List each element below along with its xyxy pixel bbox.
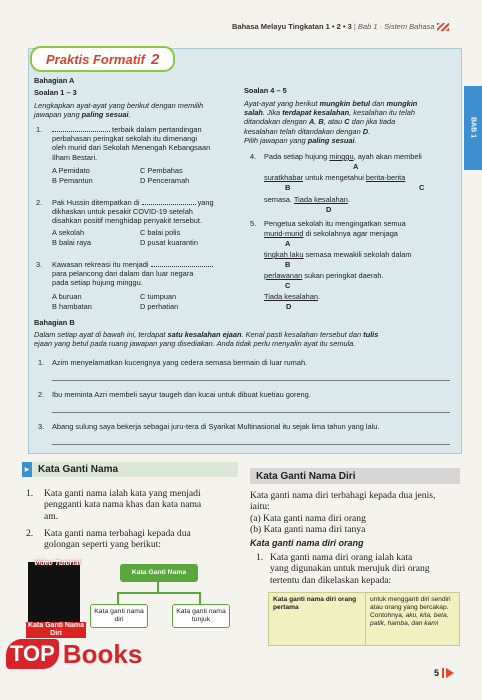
question-2-number: 2. [36,198,43,207]
play-icon: ▶ [22,462,32,477]
instruction-b: Ayat-ayat yang berikut mungkin betul dan mungkin salah. Jika terdapat kesalahan, kesalahan itu telah ditandakan dengan A, B, atau C dan jika tiada kesalahan telah ditandakan dengan D. Pilih jawapan yang paling sesuai. [244,99,418,145]
bahagian-b-item-3-number: 3. [38,422,45,431]
soalan-1-3-heading: Soalan 1 – 3 [34,88,77,97]
question-5-line-1: Pengetua sekolah itu mengingatkan semua [264,219,406,228]
bahagian-a-heading: Bahagian A [34,76,75,85]
question-4-line-3: semasa. Tiada kesalahan. [264,195,350,204]
diagram-connector [199,592,201,604]
question-5-line-2: murid-murid di sekolahnya agar menjaga [264,229,398,238]
running-header: Bahasa Melayu Tingkatan 1 • 2 • 3 | Bab 1 · Sistem Bahasa [232,22,449,31]
question-1-number: 1. [36,125,43,134]
kata-ganti-nama-diri-heading: Kata Ganti Nama Diri [250,468,460,484]
instruction-a: Lengkapkan ayat-ayat yang berikut dengan memilih jawapan yang paling sesuai. [34,101,204,120]
answer-blank [151,266,213,267]
praktis-formatif-title: Praktis Formatif 2 [30,46,175,72]
q5-marker-c: C [285,281,291,290]
question-5-number: 5. [250,219,257,228]
q1-option-b[interactable]: B Pemantun [52,176,93,185]
q2-option-b[interactable]: B balai raya [52,238,92,247]
q3-option-b[interactable]: B hambatan [52,302,92,311]
question-1-stem: terbaik dalam pertandingan perbahasan peringkat sekolah itu dimenangi oleh murid dari Sekolah Menengah Kebangsaan Ilham Bestari. [52,125,211,162]
q4-marker-d: D [326,205,332,214]
chapter-side-tab: BAB 1 [464,86,482,170]
answer-line-3[interactable] [52,444,450,445]
answer-blank [142,204,196,205]
q5-marker-a: A [285,239,291,248]
question-3-number: 3. [36,260,43,269]
q5-marker-d: D [286,302,292,311]
q2-option-d[interactable]: D pusat kuarantin [140,238,198,247]
q1-option-d[interactable]: D Penceramah [140,176,190,185]
next-page-bar [442,668,444,678]
kgn-item-1-text: Kata ganti nama ialah kata yang menjadi pengganti kata nama khas dan kata nama am. [44,488,202,522]
bahagian-b-item-1-text: Azim menyelamatkan kucengnya yang cedera semasa bermain di luar rumah. [52,358,308,367]
bahagian-b-item-2-number: 2. [38,390,45,399]
stripes-decoration [437,23,449,31]
page-number: 5 [434,668,440,678]
question-5-line-5: Tiada kesalahan. [264,292,321,301]
chapter-title: Bab 1 · Sistem Bahasa [357,22,435,31]
next-page-arrow-icon[interactable] [446,668,454,678]
question-5-line-4: perlawanan sukan peringkat daerah. [264,271,384,280]
kgnd-intro: Kata ganti nama diri terbahagi kepada dua jenis, iaitu: (a) Kata ganti nama diri orang (b) Kata ganti nama diri tanya [250,490,436,536]
q3-option-a[interactable]: A buruan [52,292,82,301]
diagram-connector [118,592,200,594]
answer-line-2[interactable] [52,412,450,413]
question-4-line-1: Pada setiap hujung minggu, ayah akan membeli [264,152,422,161]
kgn-item-1-number: 1. [26,488,34,499]
diagram-node-kata-ganti-nama-diri: Kata ganti nama diri [90,604,148,628]
instruction-c: Dalam setiap ayat di bawah ini, terdapat satu kesalahan ejaan. Kenal pasti kesalahan tersebut dan tulis ejaan yang betul pada ruang jawapan yang disediakan. Anda tidak perlu menyalin ayat itu semula. [34,330,379,349]
q4-marker-b: B [285,183,291,192]
q3-option-c[interactable]: C tumpuan [140,292,177,301]
diagram-node-kata-ganti-nama: Kata Ganti Nama [120,564,198,582]
video-tutorial-label: Video Tutorial [34,560,81,567]
bahagian-b-item-3-text: Abang sulung saya bekerja sebagai juru-tera di Syarikat Multinasional itu sejak lima tahun yang lalu. [52,422,380,431]
diagram-node-kata-ganti-nama-tunjuk: Kata ganti nama tunjuk [172,604,230,628]
topbooks-logo: TOP Books [6,634,142,674]
table-cell-term: Kata ganti nama diri orang pertama [269,593,366,645]
kgnd-pertama-table [268,592,460,646]
kgnd-subheading: Kata ganti nama diri orang [250,538,364,548]
question-2-stem: Pak Hussin ditempatkan di yang dikhaskan untuk pesakit COVID-19 setelah disahkan positif menghidap penyakit tersebut. [52,198,214,226]
q4-marker-c: C [419,183,425,192]
video-tutorial-caption: Kata Ganti Nama Diri [27,622,85,637]
bahagian-b-heading: Bahagian B [34,318,75,327]
kgn-item-2-number: 2. [26,528,34,539]
question-5-line-3: tingkah laku semasa mewakili sekolah dalam [264,250,412,259]
kgnd-point-1-number: 1. [256,552,264,563]
q4-marker-a: A [353,162,359,171]
question-4-number: 4. [250,152,257,161]
book-title: Bahasa Melayu Tingkatan 1 • 2 • 3 [232,22,352,31]
q3-option-d[interactable]: D perhatian [140,302,179,311]
answer-line-1[interactable] [52,380,450,381]
question-4-line-2: suratkhabar untuk mengetahui berita-berita [264,173,406,182]
kgnd-point-1-text: Kata ganti nama diri orang ialah kata yang digunakan untuk merujuk diri orang tertentu dan dikelaskan kepada: [270,552,430,586]
bahagian-b-item-1-number: 1. [38,358,45,367]
soalan-4-5-heading: Soalan 4 – 5 [244,86,287,95]
q2-option-a[interactable]: A sekolah [52,228,85,237]
kata-ganti-nama-heading: ▶ Kata Ganti Nama [22,462,238,477]
q2-option-c[interactable]: C balai polis [140,228,181,237]
q1-option-c[interactable]: C Pembahas [140,166,183,175]
question-3-stem: Kawasan rekreasi itu menjadi para pelancong dari dalam dan luar negara pada setiap hujung minggu. [52,260,240,288]
bahagian-b-item-2-text: Ibu meminta Azri membeli sayur taugeh dan kucai untuk dibuat kuetiau goreng. [52,390,311,399]
q1-option-a[interactable]: A Pemidato [52,166,90,175]
answer-blank [52,131,110,132]
diagram-connector [117,592,119,604]
q5-marker-b: B [285,260,291,269]
table-cell-definition: untuk mengganti diri sendiri atau orang yang bercakap. Contohnya, aku, kita, beta, patik, hamba, dan kami [370,596,451,627]
kgn-item-2-text: Kata ganti nama terbahagi kepada dua golongan seperti yang berikut: [44,528,191,551]
